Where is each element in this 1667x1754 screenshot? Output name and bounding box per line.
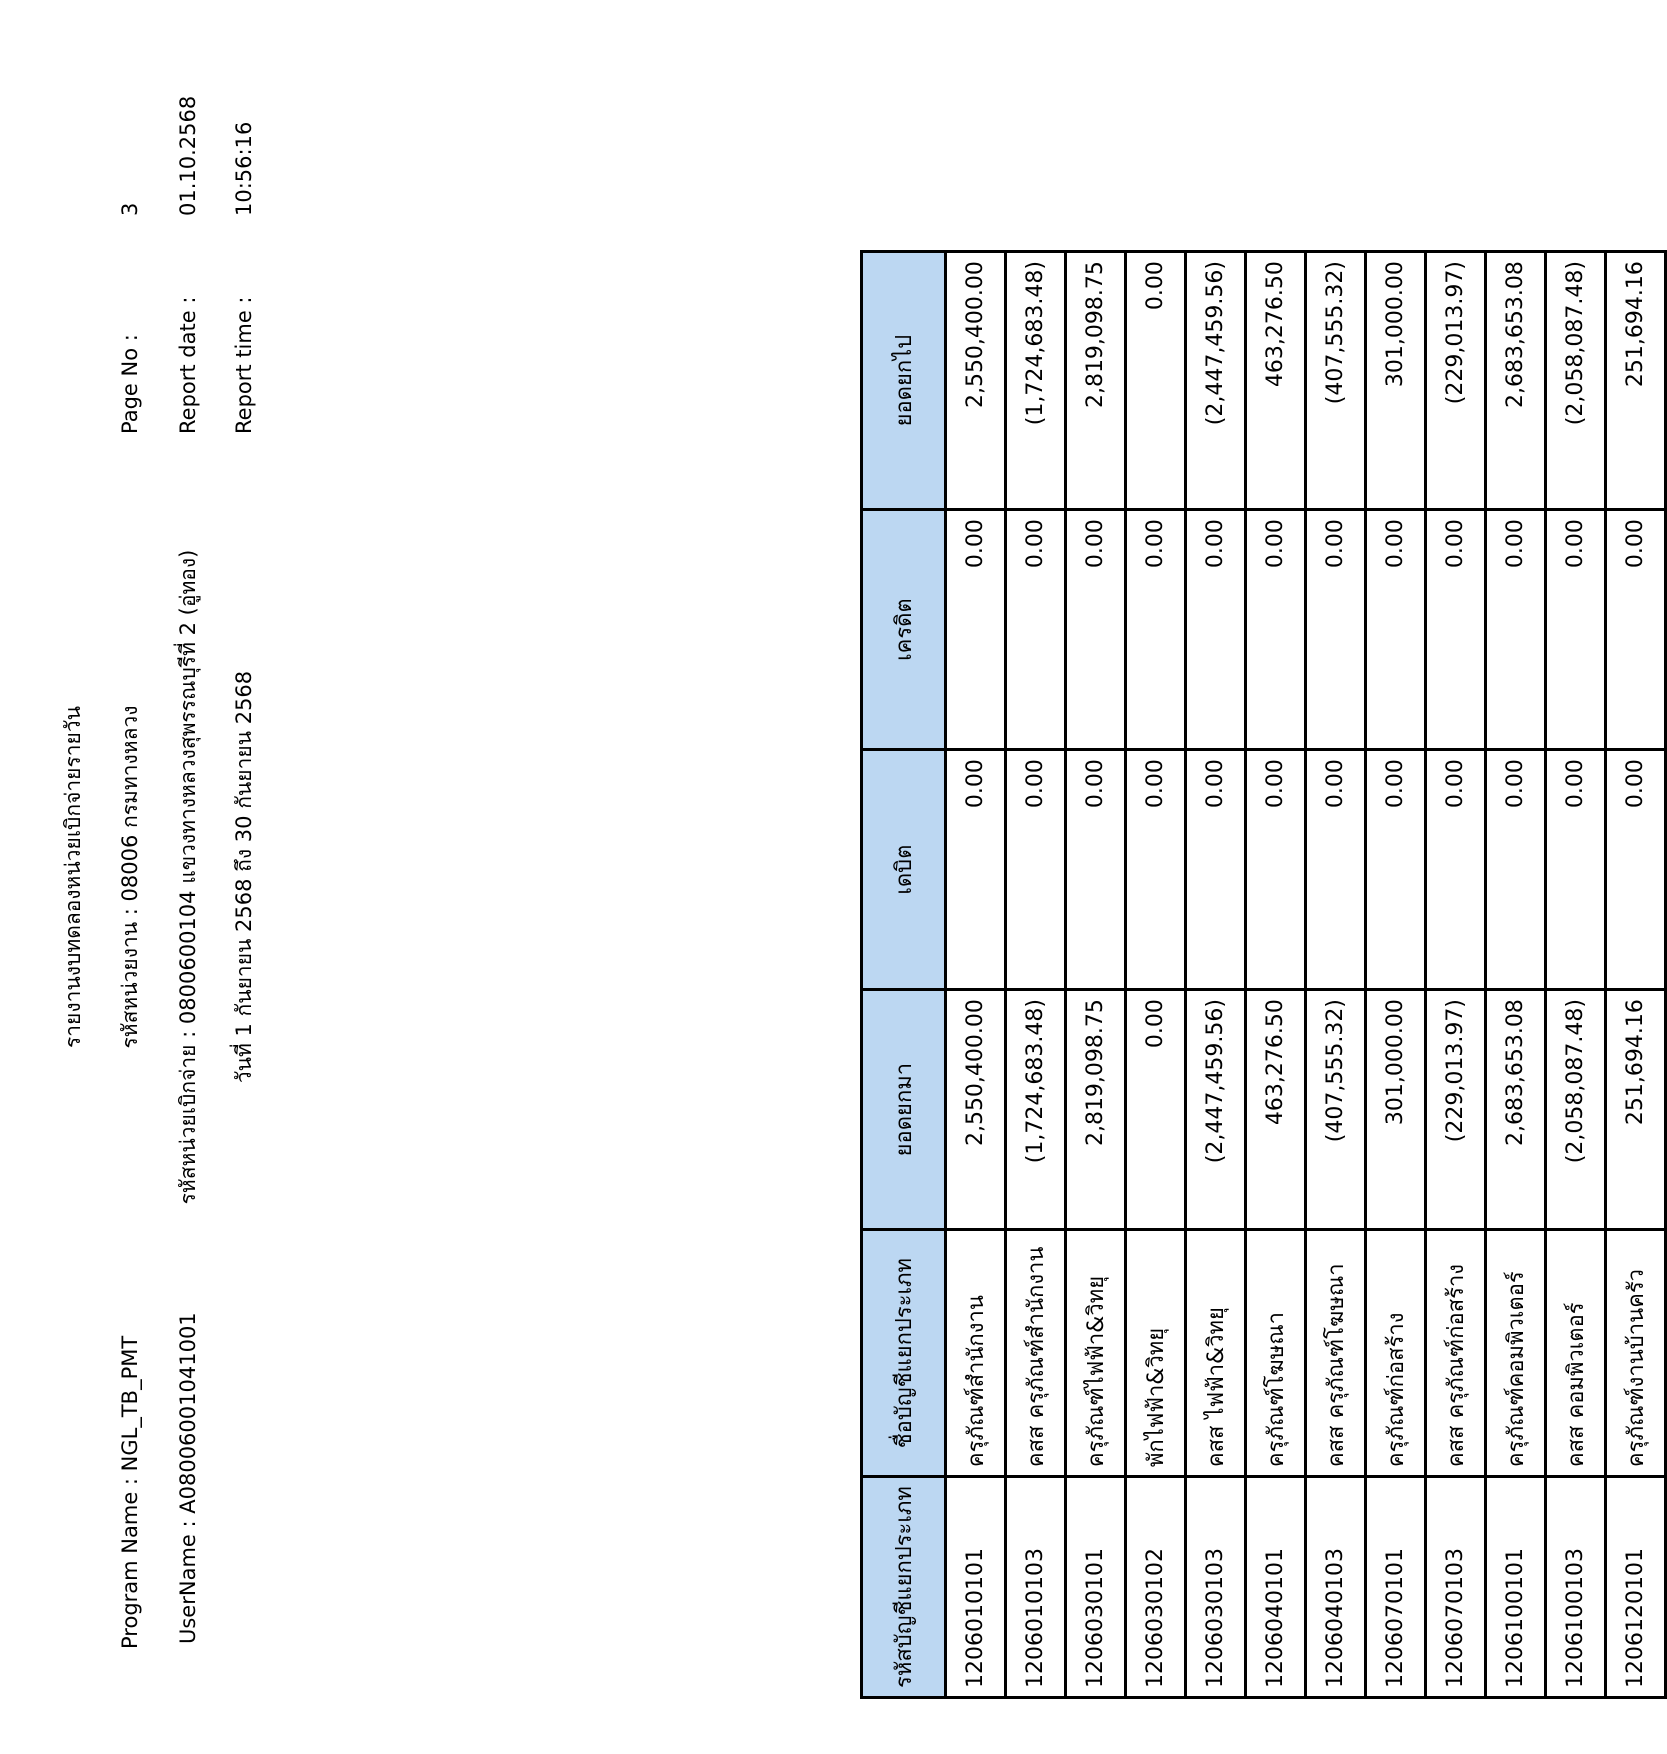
account-name-cell: ครุภัณฑ์ไฟฟ้า&วิทยุ <box>1066 1230 1126 1477</box>
debit-cell: 0.00 <box>1186 750 1246 990</box>
closing-balance-cell: (229,013.97) <box>1426 252 1486 510</box>
closing-balance-cell: 0.00 <box>1126 252 1186 510</box>
table-row <box>1606 252 1666 1698</box>
account-name-cell: คสส คอมพิวเตอร์ <box>1546 1230 1606 1477</box>
account-name-cell: ครุภัณฑ์ก่อสร้าง <box>1366 1230 1426 1477</box>
header-closing-balance: ยอดยกไป <box>862 252 946 510</box>
account-code-cell: 1206010103 <box>1006 1477 1066 1698</box>
account-name-cell: คสส ครุภัณฑ์ก่อสร้าง <box>1426 1230 1486 1477</box>
credit-cell: 0.00 <box>1066 510 1126 750</box>
table-row <box>1426 252 1486 1698</box>
account-code-cell: 1206120101 <box>1606 1477 1666 1698</box>
closing-balance-cell: 2,819,098.75 <box>1066 252 1126 510</box>
user-name: UserName : A08006001041001 <box>176 1312 200 1644</box>
report-title: รายงานงบทดลองหน่วยเบิกจ่ายรายวัน <box>61 705 85 1049</box>
header-credit: เครดิต <box>862 510 946 750</box>
credit-cell: 0.00 <box>1126 510 1186 750</box>
table-row <box>1366 252 1426 1698</box>
opening-balance-cell: (2,447,459.56) <box>1186 990 1246 1230</box>
account-code-cell: 1206030101 <box>1066 1477 1126 1698</box>
table-row <box>1186 252 1246 1698</box>
debit-cell: 0.00 <box>1546 750 1606 990</box>
opening-balance-cell: (407,555.32) <box>1306 990 1366 1230</box>
account-code-cell: 1206030103 <box>1186 1477 1246 1698</box>
account-name-cell: ครุภัณฑ์คอมพิวเตอร์ <box>1486 1230 1546 1477</box>
credit-cell: 0.00 <box>1366 510 1426 750</box>
table-row <box>1486 252 1546 1698</box>
debit-cell: 0.00 <box>1006 750 1066 990</box>
opening-balance-cell: 463,276.50 <box>1246 990 1306 1230</box>
page-no-label: Page No : <box>118 334 142 434</box>
account-code-cell: 1206040101 <box>1246 1477 1306 1698</box>
disbursement-unit: รหัสหน่วยเบิกจ่าย : 0800600104 แขวงทางหลวงสุพรรณบุรีที่ 2 (อู่ทอง) <box>176 549 200 1205</box>
debit-cell: 0.00 <box>1606 750 1666 990</box>
account-name-cell: คสส ไฟฟ้า&วิทยุ <box>1186 1230 1246 1477</box>
closing-balance-cell: 463,276.50 <box>1246 252 1306 510</box>
account-name-cell: คสส ครุภัณฑ์โฆษณา <box>1306 1230 1366 1477</box>
credit-cell: 0.00 <box>1486 510 1546 750</box>
closing-balance-cell: 301,000.00 <box>1366 252 1426 510</box>
opening-balance-cell: 2,819,098.75 <box>1066 990 1126 1230</box>
account-code-cell: 1206040103 <box>1306 1477 1366 1698</box>
report-time-value: 10:56:16 <box>232 121 256 216</box>
agency-code: รหัสหน่วยงาน : 08006 กรมทางหลวง <box>118 705 142 1049</box>
opening-balance-cell: 251,694.16 <box>1606 990 1666 1230</box>
opening-balance-cell: 2,550,400.00 <box>946 990 1006 1230</box>
table-row <box>1246 252 1306 1698</box>
table-row <box>1306 252 1366 1698</box>
opening-balance-cell: (2,058,087.48) <box>1546 990 1606 1230</box>
table-row <box>1066 252 1126 1698</box>
credit-cell: 0.00 <box>1606 510 1666 750</box>
closing-balance-cell: (407,555.32) <box>1306 252 1366 510</box>
debit-cell: 0.00 <box>1426 750 1486 990</box>
debit-cell: 0.00 <box>1366 750 1426 990</box>
table-row <box>1006 252 1066 1698</box>
table-row <box>946 252 1006 1698</box>
opening-balance-cell: 0.00 <box>1126 990 1186 1230</box>
closing-balance-cell: 2,550,400.00 <box>946 252 1006 510</box>
report-period: วันที่ 1 กันยายน 2568 ถึง 30 กันยายน 2568 <box>232 670 256 1084</box>
credit-cell: 0.00 <box>1306 510 1366 750</box>
header-account-name: ชื่อบัญชีแยกประเภท <box>862 1230 946 1477</box>
account-name-cell: คสส ครุภัณฑ์สำนักงาน <box>1006 1230 1066 1477</box>
debit-cell: 0.00 <box>1066 750 1126 990</box>
account-code-cell: 1206100101 <box>1486 1477 1546 1698</box>
page-no-value: 3 <box>118 202 142 216</box>
closing-balance-cell: (1,724,683.48) <box>1006 252 1066 510</box>
report-time-label: Report time : <box>232 296 256 434</box>
opening-balance-cell: 2,683,653.08 <box>1486 990 1546 1230</box>
credit-cell: 0.00 <box>1546 510 1606 750</box>
account-code-cell: 1206100103 <box>1546 1477 1606 1698</box>
account-code-cell: 1206070103 <box>1426 1477 1486 1698</box>
closing-balance-cell: 251,694.16 <box>1606 252 1666 510</box>
account-name-cell: ครุภัณฑ์โฆษณา <box>1246 1230 1306 1477</box>
header-debit: เดบิต <box>862 750 946 990</box>
credit-cell: 0.00 <box>1006 510 1066 750</box>
opening-balance-cell: (229,013.97) <box>1426 990 1486 1230</box>
credit-cell: 0.00 <box>1426 510 1486 750</box>
account-code-cell: 1206070101 <box>1366 1477 1426 1698</box>
opening-balance-cell: 301,000.00 <box>1366 990 1426 1230</box>
table-header-row <box>862 252 946 1698</box>
opening-balance-cell: (1,724,683.48) <box>1006 990 1066 1230</box>
debit-cell: 0.00 <box>1126 750 1186 990</box>
debit-cell: 0.00 <box>1306 750 1366 990</box>
table-row <box>1546 252 1606 1698</box>
closing-balance-cell: 2,683,653.08 <box>1486 252 1546 510</box>
account-name-cell: ครุภัณฑ์งานบ้านครัว <box>1606 1230 1666 1477</box>
debit-cell: 0.00 <box>1246 750 1306 990</box>
table-row <box>1126 252 1186 1698</box>
account-code-cell: 1206030102 <box>1126 1477 1186 1698</box>
account-code-cell: 1206010101 <box>946 1477 1006 1698</box>
report-date-label: Report date : <box>176 296 200 434</box>
credit-cell: 0.00 <box>1246 510 1306 750</box>
closing-balance-cell: (2,058,087.48) <box>1546 252 1606 510</box>
report-date-value: 01.10.2568 <box>176 95 200 216</box>
program-name: Program Name : NGL_TB_PMT <box>118 1335 142 1649</box>
debit-cell: 0.00 <box>1486 750 1546 990</box>
account-name-cell: พักไฟฟ้า&วิทยุ <box>1126 1230 1186 1477</box>
closing-balance-cell: (2,447,459.56) <box>1186 252 1246 510</box>
header-opening-balance: ยอดยกมา <box>862 990 946 1230</box>
credit-cell: 0.00 <box>946 510 1006 750</box>
debit-cell: 0.00 <box>946 750 1006 990</box>
credit-cell: 0.00 <box>1186 510 1246 750</box>
trial-balance-table <box>860 250 1667 1699</box>
header-account-code: รหัสบัญชีแยกประเภท <box>862 1477 946 1698</box>
account-name-cell: ครุภัณฑ์สำนักงาน <box>946 1230 1006 1477</box>
